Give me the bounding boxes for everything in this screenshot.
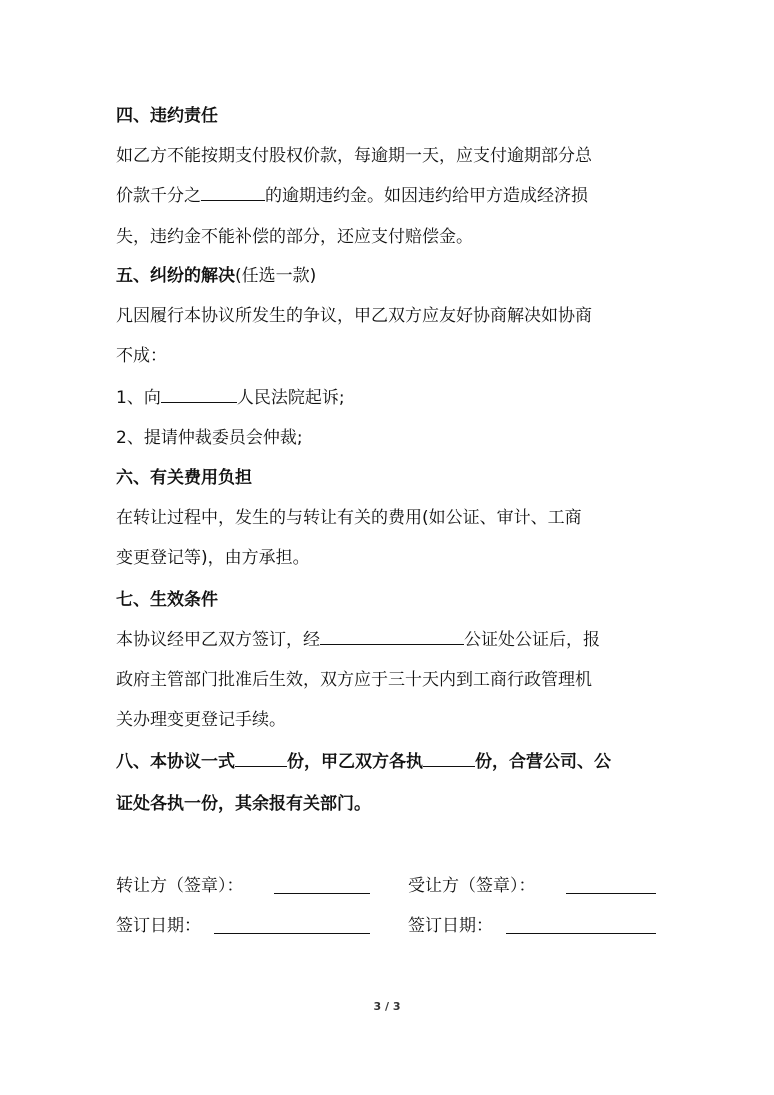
text-fragment: 的逾期违约金。如因违约给甲方造成经济损 xyxy=(265,186,588,206)
section-5-title-note: (任选一款) xyxy=(235,266,317,286)
text-fragment: 份，合营公司、公 xyxy=(475,752,611,772)
fill-blank xyxy=(161,388,237,403)
section-5-para-line-1: 凡因履行本协议所发生的争议，甲乙双方应友好协商解决如协商 xyxy=(116,306,592,326)
section-4-title: 四、违约责任 xyxy=(116,106,218,126)
section-5-para-line-2: 不成： xyxy=(116,346,167,366)
section-4-para-line-3: 失，违约金不能补偿的部分，还应支付赔偿金。 xyxy=(116,227,473,247)
section-6-title: 六、有关费用负担 xyxy=(116,468,252,488)
transferee-signature-label: 受让方（签章）： xyxy=(408,876,536,896)
section-6-para-line-2: 变更登记等)，由方承担。 xyxy=(116,548,310,568)
fill-blank xyxy=(235,752,287,767)
text-fragment: 份，甲乙双方各执 xyxy=(287,752,423,772)
section-7-para-line-1 xyxy=(116,628,676,652)
signing-date-line-right xyxy=(506,933,656,934)
text-fragment: 公证处公证后，报 xyxy=(464,630,600,650)
section-5-option-1 xyxy=(116,386,676,410)
section-7-para-line-3: 关办理变更登记手续。 xyxy=(116,710,286,730)
transferee-signature-line xyxy=(566,893,656,894)
signing-date-label-left: 签订日期： xyxy=(116,916,201,936)
text-fragment: 1、向 xyxy=(116,388,161,408)
text-fragment: 价款千分之 xyxy=(116,186,201,206)
section-8-para-line-2: 证处各执一份，其余报有关部门。 xyxy=(116,794,371,814)
section-7-title: 七、生效条件 xyxy=(116,590,218,610)
section-5-option-2: 2、提请仲裁委员会仲裁; xyxy=(116,428,303,448)
fill-blank xyxy=(320,630,464,645)
section-4-para-line-1: 如乙方不能按期支付股权价款，每逾期一天，应支付逾期部分总 xyxy=(116,146,592,166)
section-4-para-line-2 xyxy=(116,184,676,208)
section-5-title xyxy=(116,264,676,288)
transferor-signature-label: 转让方（签章）： xyxy=(116,876,244,896)
section-8-para-line-1 xyxy=(116,750,676,774)
section-6-para-line-1: 在转让过程中，发生的与转让有关的费用(如公证、审计、工商 xyxy=(116,508,582,528)
transferor-signature-line xyxy=(274,893,370,894)
fill-blank xyxy=(423,752,475,767)
section-5-title-text: 五、纠纷的解决 xyxy=(116,266,235,286)
text-fragment: 八、本协议一式 xyxy=(116,752,235,772)
fill-blank xyxy=(201,186,265,201)
text-fragment: 本协议经甲乙双方签订，经 xyxy=(116,630,320,650)
signing-date-label-right: 签订日期： xyxy=(408,916,493,936)
text-fragment: 人民法院起诉; xyxy=(236,388,345,408)
section-7-para-line-2: 政府主管部门批准后生效，双方应于三十天内到工商行政管理机 xyxy=(116,670,592,690)
page-number: 3 / 3 xyxy=(373,1000,401,1013)
signing-date-line-left xyxy=(214,933,370,934)
